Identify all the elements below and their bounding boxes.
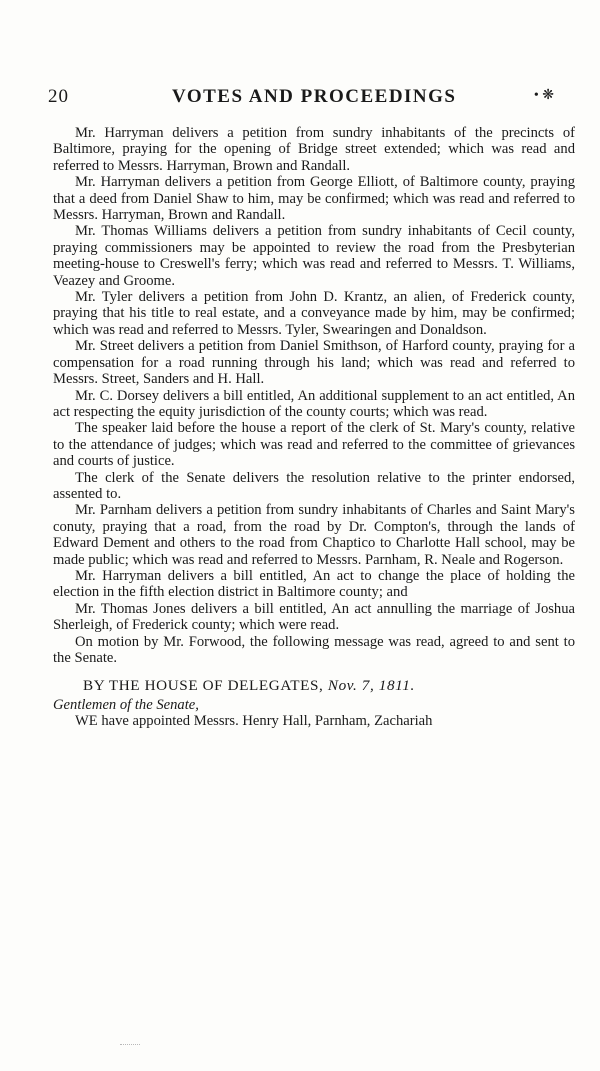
- message-salutation: Gentlemen of the Senate,: [53, 696, 199, 713]
- ornament-icon: • ❋: [533, 88, 554, 103]
- paragraph-harryman-elliott: Mr. Harryman delivers a petition from George Elliott, of Baltimore county, praying that a deed from Daniel Shaw to him, may be confirmed; which was read and referred to Messrs. Harryman, Brown and Randall.: [53, 174, 575, 224]
- message-date: Nov. 7, 1811.: [327, 677, 415, 695]
- page-divider: [120, 1044, 140, 1047]
- paragraph-forwood-motion: On motion by Mr. Forwood, the following message was read, agreed to and sent to the Senate.: [53, 633, 575, 666]
- paragraph-tyler-krantz: Mr. Tyler delivers a petition from John D. Krantz, an alien, of Frederick county, praying that his title to real estate, and a conveyance made by him, may be confirmed; which was read and referred to Messrs. Tyler, Swearingen and Donaldson.: [53, 289, 575, 338]
- page-header: [48, 86, 558, 114]
- paragraph-dorsey-bill: Mr. C. Dorsey delivers a bill entitled, An additional supplement to an act entitled, An act respecting the equity jurisdiction of the county courts; which was read.: [53, 387, 575, 420]
- message-from: BY THE HOUSE OF DELEGATES,: [83, 677, 324, 695]
- message-heading: [53, 678, 575, 694]
- paragraph-jones-marriage: Mr. Thomas Jones delivers a bill entitled, An act annulling the marriage of Joshua Sherleigh, of Frederick county; which were read.: [53, 600, 575, 634]
- paragraph-harryman-election: Mr. Harryman delivers a bill entitled, An act to change the place of holding the election in the fifth election district in Baltimore county; and: [53, 567, 575, 601]
- page-number: 20: [48, 86, 69, 107]
- paragraph-street-smithson: Mr. Street delivers a petition from Daniel Smithson, of Harford county, praying for a compensation for a road running through his land; which was read and referred to Messrs. Street, Sanders and H. Hall.: [53, 338, 575, 388]
- paragraph-harryman-bridge-street: Mr. Harryman delivers a petition from sundry inhabitants of the precincts of Baltimore, praying for the opening of Bridge street extended; which was read and referred to Messrs. Harryman, Brown and Randall.: [53, 125, 575, 174]
- paragraph-parnham-road: Mr. Parnham delivers a petition from sundry inhabitants of Charles and Saint Mary's conuty, praying that a road, from the road by Dr. Compton's, through the lands of Edward Dement and others to the road from Chaptico to Charlotte Hall school, may be made public; which was read and referred to Messrs. Parnham, R. Neale and Rogerson.: [53, 502, 575, 568]
- paragraph-williams-cecil: Mr. Thomas Williams delivers a petition from sundry inhabitants of Cecil county, praying commissioners may be appointed to review the road from the Presbyterian meeting-house to Creswell's ferry; which was read and referred to Messrs. T. Williams, Veazey and Groome.: [53, 223, 575, 289]
- running-head: VOTES AND PROCEEDINGS: [172, 86, 457, 107]
- message-opening: WE have appointed Messrs. Henry Hall, Parnham, Zachariah: [75, 713, 433, 730]
- body-text: [53, 125, 575, 730]
- paragraph-senate-clerk: The clerk of the Senate delivers the resolution relative to the printer endorsed, assented to.: [53, 469, 575, 502]
- paragraph-speaker-report: The speaker laid before the house a report of the clerk of St. Mary's county, relative to the attendance of judges; which was read and referred to the committee of grievances and courts of justice.: [53, 420, 575, 470]
